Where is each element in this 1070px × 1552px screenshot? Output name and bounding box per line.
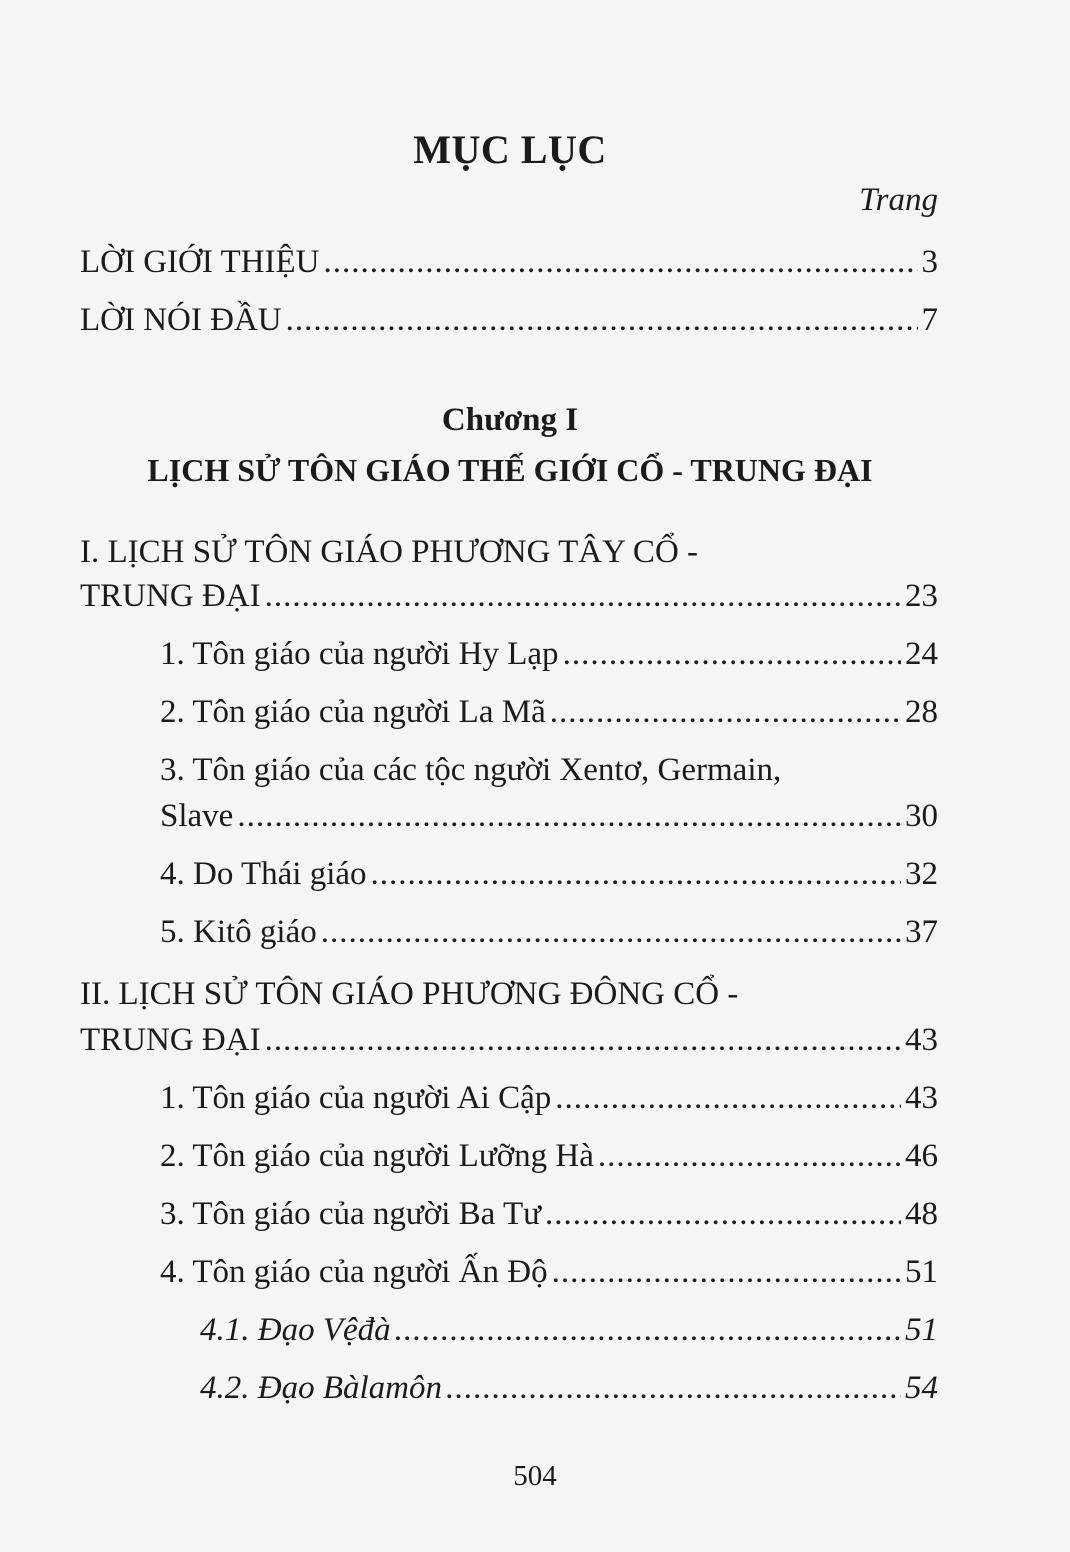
toc-entry-line: 3. Tôn giáo của các tộc người Xentơ, Germain, (160, 752, 782, 788)
toc-entry-label: 5. Kitô giáo (160, 914, 317, 950)
toc-entry-page: 54 (905, 1370, 938, 1406)
dot-leader (563, 634, 901, 674)
page-column-header: Trang (859, 182, 938, 218)
toc-entry[interactable] (160, 1194, 938, 1234)
dot-leader (321, 912, 901, 952)
toc-entry-page: 37 (905, 914, 938, 950)
toc-entry-label: 2. Tôn giáo của người La Mã (160, 694, 546, 730)
toc-entry-label: 1. Tôn giáo của người Ai Cập (160, 1080, 552, 1116)
dot-leader (598, 1136, 901, 1176)
toc-entry-label: 1. Tôn giáo của người Hy Lạp (160, 636, 559, 672)
toc-entry[interactable] (160, 692, 938, 732)
toc-entry-page: 51 (905, 1312, 938, 1348)
toc-entry[interactable] (160, 1136, 938, 1176)
dot-leader (286, 300, 918, 340)
toc-entry-label: LỜI GIỚI THIỆU (80, 244, 320, 280)
toc-entry[interactable] (160, 1252, 938, 1292)
toc-entry[interactable] (160, 854, 938, 894)
toc-entry-page: 24 (905, 636, 938, 672)
dot-leader (265, 1020, 901, 1060)
section-heading-line: I. LỊCH SỬ TÔN GIÁO PHƯƠNG TÂY CỔ - (80, 534, 699, 570)
dot-leader (237, 796, 901, 836)
toc-entry[interactable] (160, 912, 938, 952)
toc-entry-label: Slave (160, 798, 234, 834)
toc-entry-label: 4.1. Đạo Vệđà (200, 1312, 391, 1348)
dot-leader (552, 1252, 901, 1292)
toc-entry-page: 30 (905, 798, 938, 834)
dot-leader (555, 1078, 901, 1118)
toc-entry-label: 4.2. Đạo Bàlamôn (200, 1370, 442, 1406)
toc-subentry[interactable] (200, 1368, 938, 1408)
page-title: MỤC LỤC (413, 127, 607, 172)
toc-entry-label: 3. Tôn giáo của người Ba Tư (160, 1196, 542, 1232)
toc-entry-page: 23 (905, 578, 938, 614)
toc-entry[interactable] (160, 796, 938, 836)
toc-entry-label: 4. Do Thái giáo (160, 856, 367, 892)
toc-entry-label: LỜI NÓI ĐẦU (80, 302, 282, 338)
toc-entry-page: 46 (905, 1138, 938, 1174)
toc-entry-intro[interactable] (80, 242, 938, 282)
chapter-number: Chương I (441, 402, 579, 438)
section-heading-line: II. LỊCH SỬ TÔN GIÁO PHƯƠNG ĐÔNG CỔ - (80, 976, 739, 1012)
dot-leader (371, 854, 901, 894)
toc-entry-page: 43 (905, 1022, 938, 1058)
toc-entry-label: TRUNG ĐẠI (80, 578, 261, 614)
dot-leader (550, 692, 901, 732)
toc-entry[interactable] (160, 634, 938, 674)
dot-leader (545, 1194, 901, 1234)
toc-entry-label: TRUNG ĐẠI (80, 1022, 261, 1058)
toc-entry-section-2[interactable] (80, 1020, 938, 1060)
toc-entry[interactable] (160, 1078, 938, 1118)
toc-entry-section-1[interactable] (80, 576, 938, 616)
toc-entry-label: 4. Tôn giáo của người Ấn Độ (160, 1254, 548, 1290)
dot-leader (446, 1368, 901, 1408)
toc-entry-preface[interactable] (80, 300, 938, 340)
page-number: 504 (513, 1460, 557, 1492)
toc-entry-label: 2. Tôn giáo của người Lưỡng Hà (160, 1138, 594, 1174)
dot-leader (265, 576, 901, 616)
toc-entry-page: 32 (905, 856, 938, 892)
toc-entry-page: 28 (905, 694, 938, 730)
toc-entry-page: 51 (905, 1254, 938, 1290)
toc-subentry[interactable] (200, 1310, 938, 1350)
toc-entry-page: 7 (921, 302, 938, 338)
dot-leader (395, 1310, 901, 1350)
toc-entry-page: 43 (905, 1080, 938, 1116)
toc-entry-page: 48 (905, 1196, 938, 1232)
toc-entry-page: 3 (921, 244, 938, 280)
chapter-title: LỊCH SỬ TÔN GIÁO THẾ GIỚI CỔ - TRUNG ĐẠI (147, 452, 873, 488)
dot-leader (324, 242, 918, 282)
